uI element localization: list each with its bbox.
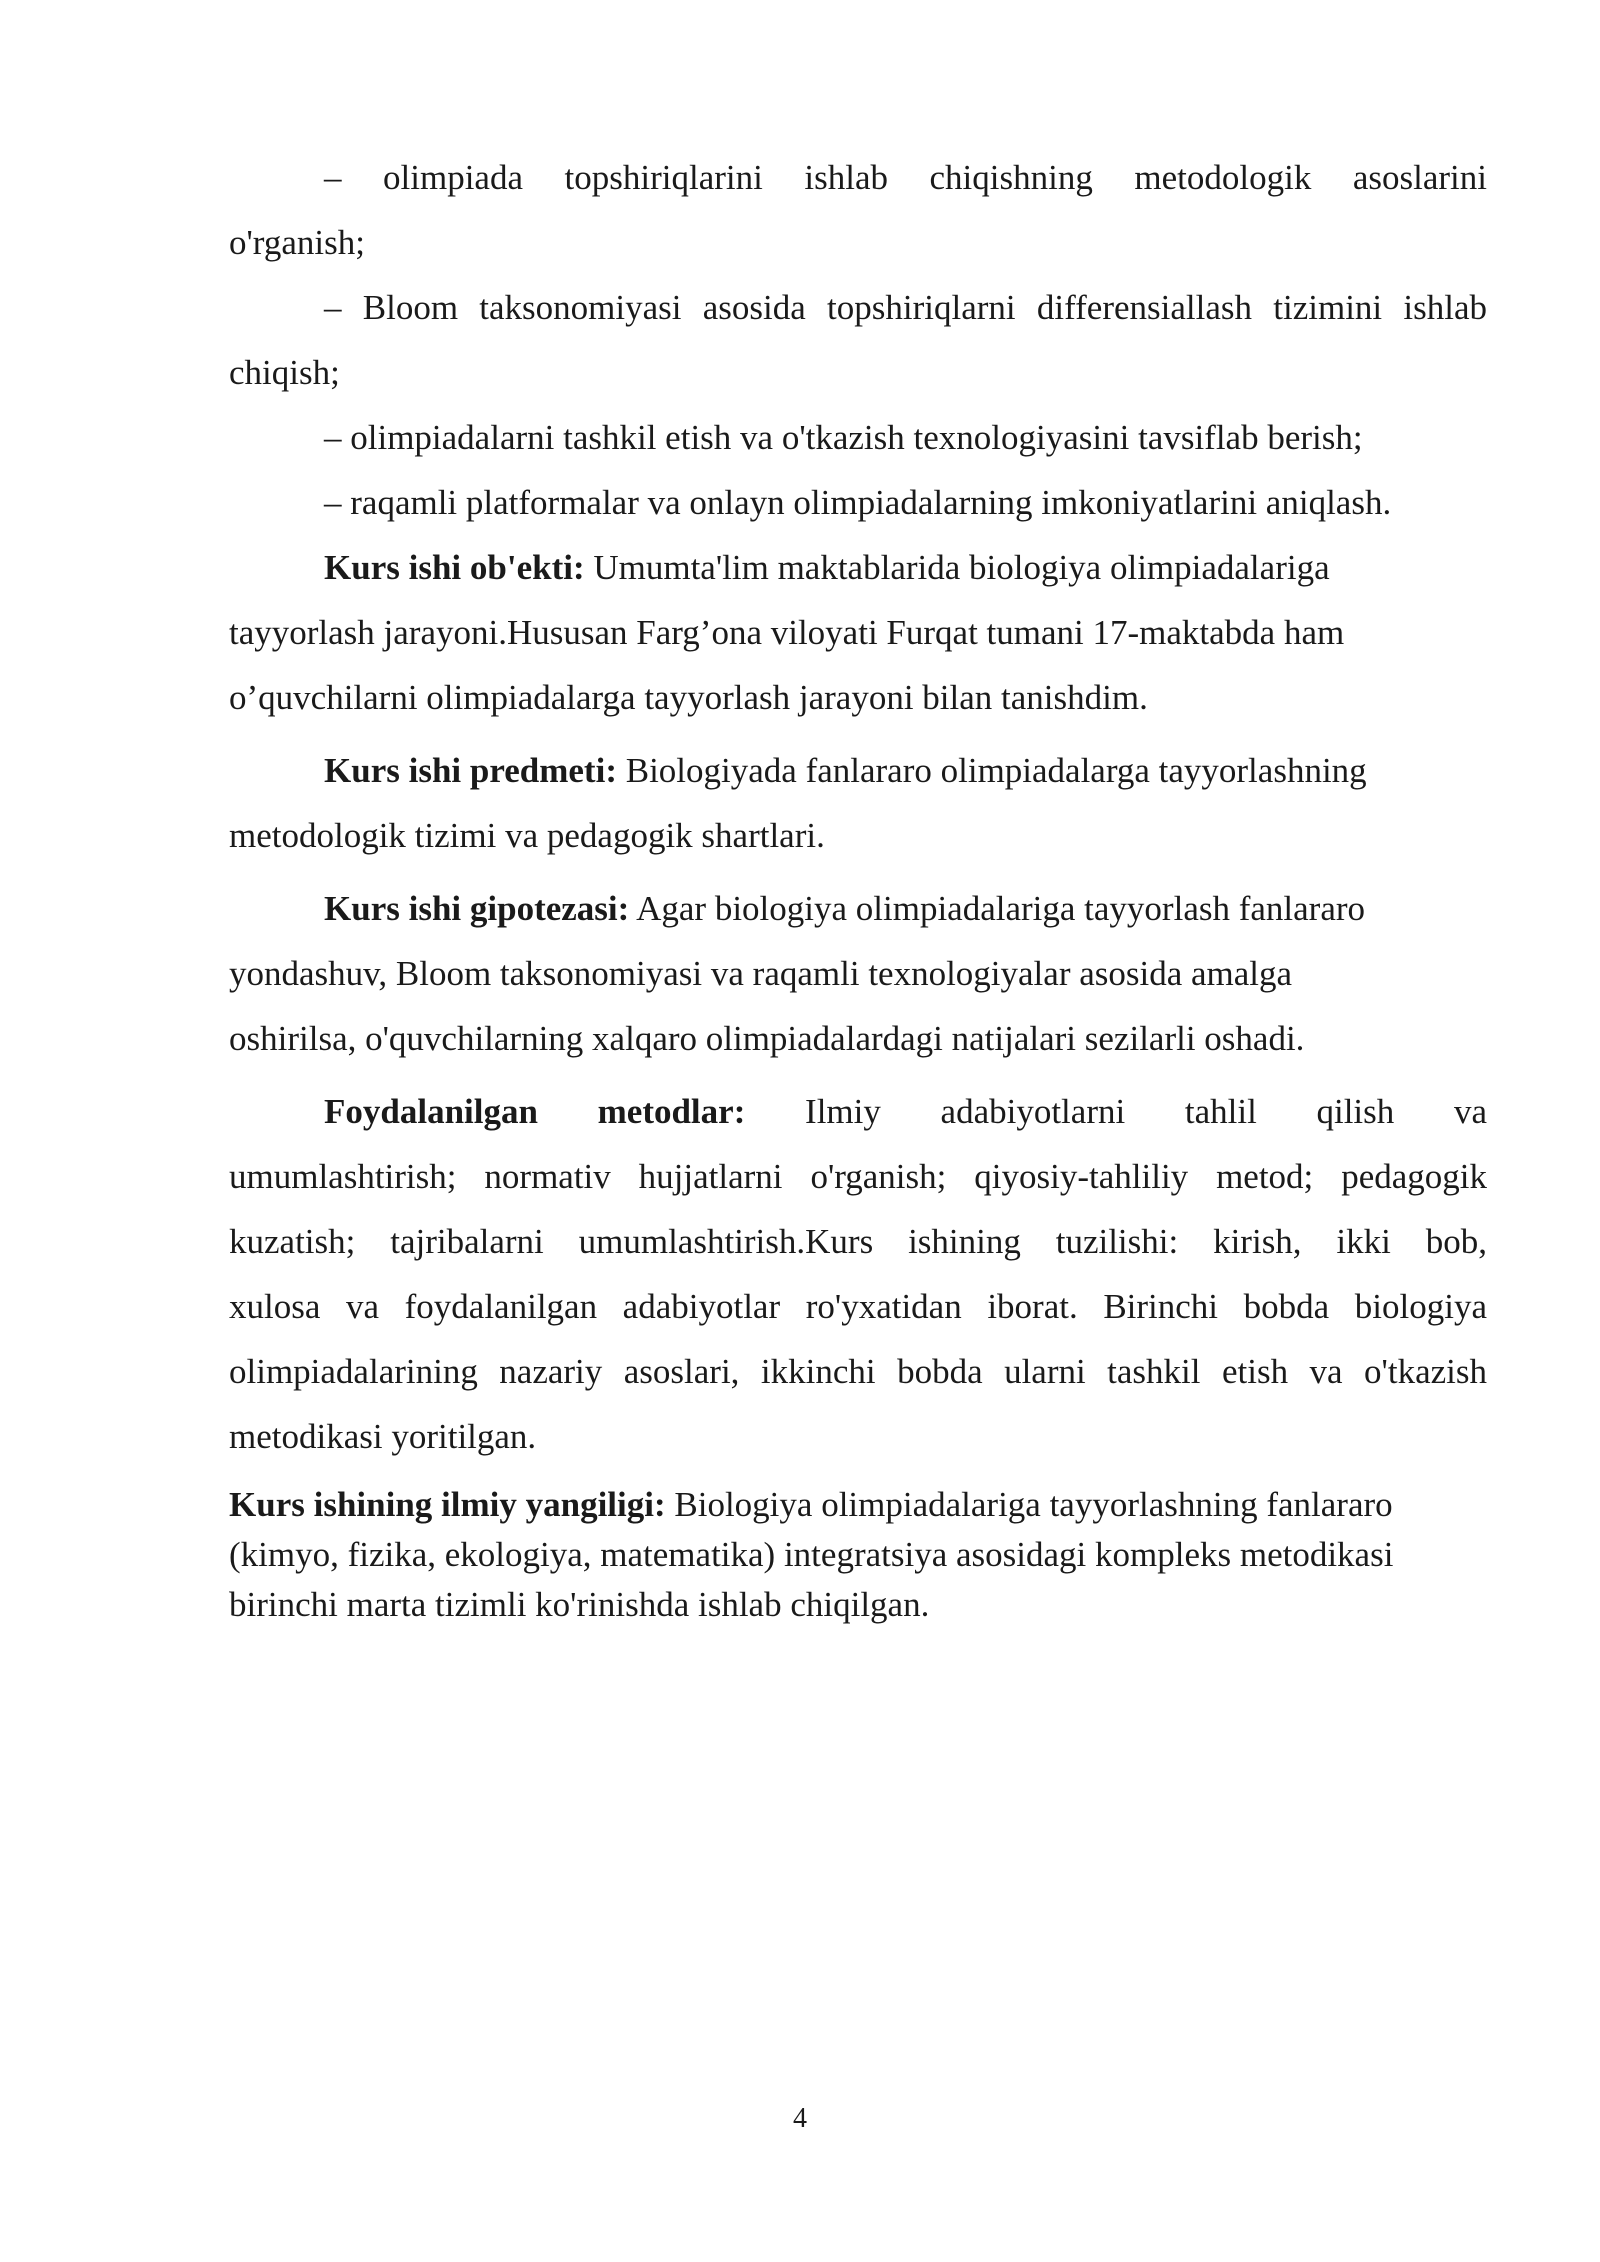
page-number: 4 (793, 2103, 807, 2134)
methods-text-line-4: xulosa va foydalanilgan adabiyotlar ro'yxatidan iborat. Birinchi bobda biologiya (229, 1287, 1487, 1326)
methods-text-line-6: metodikasi yoritilgan. (229, 1417, 537, 1456)
object-text-line-2: tayyorlash jarayoni.Hususan Farg’ona viloyati Furqat tumani 17-maktabda ham (229, 613, 1345, 652)
novelty-paragraph (229, 1480, 1487, 1630)
tasks-list (229, 148, 1487, 538)
task-item-2-line-2: chiqish; (229, 353, 340, 392)
object-paragraph (229, 538, 1487, 733)
subject-text-line-1: Biologiyada fanlararo olimpiadalarga tayyorlashning (616, 751, 1367, 790)
subject-text-line-2: metodologik tizimi va pedagogik shartlari. (229, 816, 825, 855)
hypothesis-paragraph (229, 879, 1487, 1074)
methods-paragraph (229, 1082, 1487, 1472)
hypothesis-text-line-1: Agar biologiya olimpiadalariga tayyorlash fanlararo (629, 889, 1366, 928)
methods-text-line-3: kuzatish; tajribalarni umumlashtirish.Kurs ishining tuzilishi: kirish, ikki bob, (229, 1222, 1487, 1261)
hypothesis-label: Kurs ishi gipotezasi: (324, 889, 630, 928)
task-item-4: – raqamli platformalar va onlayn olimpiadalarning imkoniyatlarini aniqlash. (324, 483, 1392, 522)
novelty-text-line-3: birinchi marta tizimli ko'rinishda ishlab chiqilgan. (229, 1585, 930, 1624)
object-label: Kurs ishi ob'ekti: (324, 548, 585, 587)
hypothesis-text-line-2: yondashuv, Bloom taksonomiyasi va raqamli texnologiyalar asosida amalga (229, 954, 1293, 993)
methods-label: Foydalanilgan metodlar: (324, 1092, 746, 1131)
novelty-text-line-2: (kimyo, fizika, ekologiya, matematika) integratsiya asosidagi kompleks metodikasi (229, 1535, 1394, 1574)
document-page (229, 148, 1487, 1630)
subject-paragraph (229, 741, 1487, 871)
hypothesis-text-line-3: oshirilsa, o'quvchilarning xalqaro olimpiadalardagi natijalari sezilarli oshadi. (229, 1019, 1305, 1058)
object-text-line-3: o’quvchilarni olimpiadalarga tayyorlash jarayoni bilan tanishdim. (229, 678, 1148, 717)
novelty-label: Kurs ishining ilmiy yangiligi: (229, 1485, 666, 1524)
subject-label: Kurs ishi predmeti: (324, 751, 617, 790)
task-item-1-line-2: o'rganish; (229, 223, 365, 262)
object-text-line-1: Umumta'lim maktablarida biologiya olimpiadalariga (584, 548, 1330, 587)
task-item-3: – olimpiadalarni tashkil etish va o'tkazish texnologiyasini tavsiflab berish; (324, 418, 1363, 457)
methods-text-line-5: olimpiadalarining nazariy asoslari, ikkinchi bobda ularni tashkil etish va o'tkazish (229, 1352, 1487, 1391)
task-item-2-line-1: – Bloom taksonomiyasi asosida topshiriqlarni differensiallash tizimini ishlab (324, 288, 1487, 327)
task-item-1-line-1: – olimpiada topshiriqlarini ishlab chiqishning metodologik asoslarini (324, 158, 1487, 197)
novelty-text-line-1: Biologiya olimpiadalariga tayyorlashning fanlararo (665, 1485, 1393, 1524)
methods-text-line-2: umumlashtirish; normativ hujjatlarni o'rganish; qiyosiy-tahliliy metod; pedagogik (229, 1157, 1487, 1196)
methods-text-line-1: Ilmiy adabiyotlarni tahlil qilish va (745, 1092, 1487, 1131)
